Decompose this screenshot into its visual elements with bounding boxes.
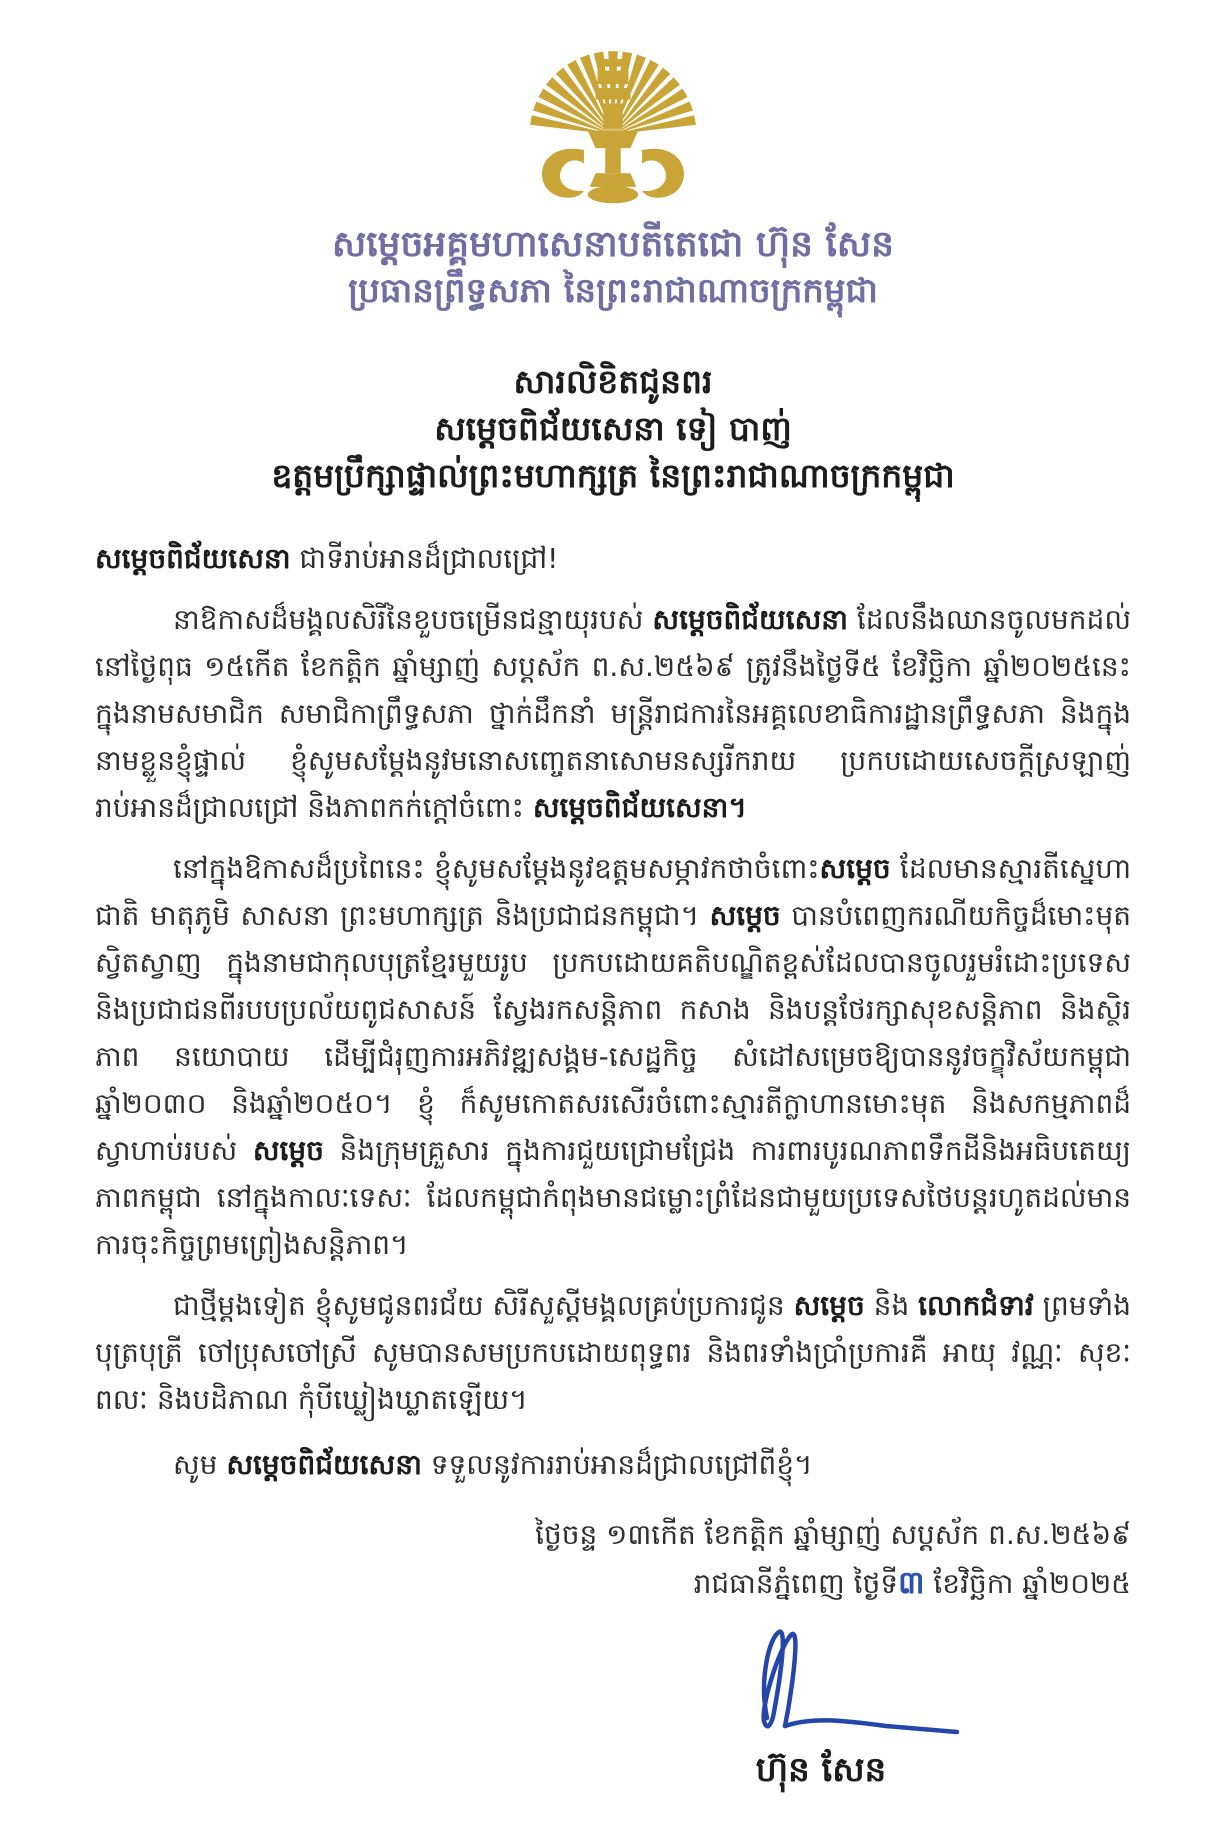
dateline-civil-prefix: រាជធានីភ្នំពេញ ថ្ងៃទី bbox=[693, 1567, 899, 1600]
emphasized-text: សម្តេចពិជ័យសេនា bbox=[226, 1448, 422, 1481]
signature-block bbox=[601, 1618, 1041, 1798]
text-run: បានបំពេញករណីយកិច្ចដ៏មោះមុត ស្វិតស្វាញ ក្នុងនាមជាកុលបុត្រខ្មែរមួយរូប ប្រកបដោយគតិបណ្ឌិតខ្ពស់ដែលបានចូលរួមរំដោះប្រទេស និងប្រជាជនពីរបបប្រល័យពូជសាសន៍ ស្វែងរកសន្តិភាព កសាង និងបន្តថែរក្សាសុខសន្តិភាព និងស្ថិរភាព នយោបាយ ដើម្បីជំរុញការអភិវឌ្ឍសង្គម-សេដ្ឋកិច្ច សំដៅសម្រេចឱ្យបាននូវចក្ខុវិស័យកម្ពុជាឆ្នាំ២០៣០ និងឆ្នាំ២០៥០។ ខ្ញុំ ក៏សូមកោតសរសើរចំពោះស្មារតីក្លាហានមោះមុត និងសកម្មភាពដ៏ស្វាហាប់របស់ bbox=[95, 899, 1131, 1167]
letterhead bbox=[95, 222, 1131, 314]
emblem-wrap bbox=[95, 26, 1131, 216]
body-paragraph bbox=[95, 1282, 1131, 1423]
signer-name: ហ៊ុន សែន bbox=[755, 1750, 887, 1790]
emphasized-text: សម្តេចពិជ័យសេនា bbox=[652, 603, 848, 636]
handwritten-signature-icon bbox=[671, 1618, 971, 1746]
emphasized-text: សម្តេច bbox=[793, 1289, 865, 1322]
dateline bbox=[95, 1510, 1131, 1608]
dateline-civil-suffix: ខែវិច្ឆិកា ឆ្នាំ២០២៥ bbox=[924, 1567, 1131, 1600]
title-line2: សម្តេចពិជ័យសេនា ទៀ បាញ់ bbox=[434, 409, 792, 448]
text-run: ទទួលនូវការរាប់អានដ៏ជ្រាលជ្រៅពីខ្ញុំ។ bbox=[421, 1448, 813, 1481]
dateline-civil bbox=[95, 1559, 1131, 1608]
emphasized-text: សម្តេច bbox=[252, 1134, 324, 1167]
text-run: និង bbox=[864, 1289, 919, 1322]
text-run: ជាថ្មីម្តងទៀត ខ្ញុំសូមជូនពរជ័យ សិរីសួស្តីមង្គលគ្រប់ប្រការជូន bbox=[173, 1289, 794, 1322]
text-run: និងក្រុមគ្រួសារ ក្នុងការជួយជ្រោមជ្រែង ការពារបូរណភាពទឹកដីនិងអធិបតេយ្យភាពកម្ពុជា នៅក្នុងកាលៈទេសៈ ដែលកម្ពុជាកំពុងមានជម្លោះព្រំដែនជាមួយប្រទេសថៃបន្តរហូតដល់មានការចុះកិច្ចព្រមព្រៀងសន្តិភាព។ bbox=[95, 1134, 1131, 1261]
emphasized-text: សម្តេចពិជ័យសេនា bbox=[95, 542, 291, 575]
body-paragraph bbox=[95, 596, 1131, 831]
emphasized-text: សម្តេច bbox=[709, 899, 781, 932]
text-run: នាឱកាសដ៏មង្គលសិរីនៃខួបចម្រើនជន្មាយុរបស់ bbox=[173, 603, 653, 636]
dateline-day-handwritten: ៣ bbox=[898, 1565, 925, 1601]
dateline-lunar: ថ្ងៃចន្ទ ១៣កើត ខែកត្តិក ឆ្នាំម្សាញ់ សប្តស័ក ព.ស.២៥៦៩ bbox=[535, 1518, 1131, 1551]
letterhead-line1: សម្តេចអគ្គមហាសេនាបតីតេជោ ហ៊ុន សែន bbox=[331, 224, 895, 265]
body-paragraph bbox=[95, 845, 1131, 1268]
emphasized-text: លោកជំទាវ bbox=[918, 1289, 1034, 1322]
text-run: ដែលមានស្មារតីស្នេហាជាតិ មាតុភូមិ សាសនា ព្រះមហាក្សត្រ និងប្រជាជនកម្ពុជា។ bbox=[95, 852, 1131, 932]
title-line1: សារលិខិតជូនពរ bbox=[513, 362, 713, 401]
emphasized-text: សម្តេចពិជ័យសេនា។ bbox=[532, 791, 747, 824]
closing-line bbox=[95, 1441, 1131, 1488]
title-line3: ឧត្តមប្រឹក្សាផ្ទាល់ព្រះមហាក្សត្រ នៃព្រះរាជាណាចក្រកម្ពុជា bbox=[271, 456, 955, 495]
title-block bbox=[95, 358, 1131, 499]
text-run: សូម bbox=[173, 1448, 227, 1481]
letterhead-line2: ប្រធានព្រឹទ្ធសភា នៃព្រះរាជាណាចក្រកម្ពុជា bbox=[348, 271, 878, 311]
text-run: ជាទីរាប់អានដ៏ជ្រាលជ្រៅ! bbox=[290, 542, 559, 575]
text-run: ព្រមទាំងបុត្របុត្រី ចៅប្រុសចៅស្រី សូមបានសមប្រកបដោយពុទ្ធពរ និងពរទាំងប្រាំប្រការគឺ អាយុ វណ្ណៈ សុខៈ ពលៈ និងបដិភាណ កុំបីឃ្លៀងឃ្លាតឡើយ។ bbox=[95, 1289, 1131, 1416]
emphasized-text: សម្តេច bbox=[819, 852, 891, 885]
text-run: នៅក្នុងឱកាសដ៏ប្រពៃនេះ ខ្ញុំសូមសម្តែងនូវឧត្តមសម្ភាវកថាចំពោះ bbox=[173, 852, 820, 885]
text-run: ដែលនឹងឈានចូលមកដល់នៅថ្ងៃពុធ ១៥កើត ខែកត្តិក ឆ្នាំម្សាញ់ សប្តស័ក ព.ស.២៥៦៩ ត្រូវនឹងថ្ងៃទី៥ ខែវិច្ឆិកា ឆ្នាំ២០២៥នេះ ក្នុងនាមសមាជិក សមាជិកាព្រឹទ្ធសភា ថ្នាក់ដឹកនាំ មន្ត្រីរាជការនៃអគ្គលេខាធិការដ្ឋានព្រឹទ្ធសភា និងក្នុងនាមខ្លួនខ្ញុំផ្ទាល់ ខ្ញុំសូមសម្តែងនូវមនោសញ្ចេតនាសោមនស្សរីករាយ ប្រកបដោយសេចក្តីស្រឡាញ់រាប់អានដ៏ជ្រាលជ្រៅ និងភាពកក់ក្តៅចំពោះ bbox=[95, 603, 1131, 824]
salutation-line bbox=[95, 535, 1131, 582]
letter-body bbox=[95, 535, 1131, 1488]
royal-crest-icon bbox=[487, 26, 739, 212]
